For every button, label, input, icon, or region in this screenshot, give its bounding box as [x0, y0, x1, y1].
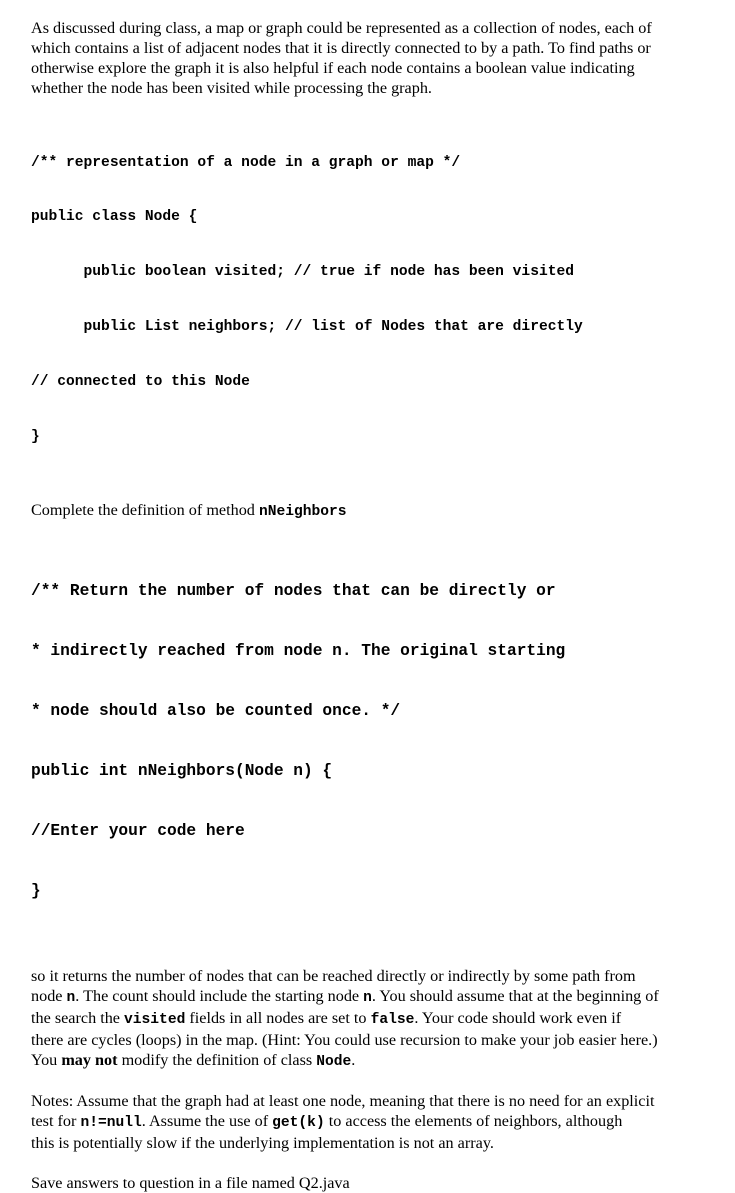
inline-code-n: n	[363, 989, 372, 1006]
method-code-block	[31, 541, 721, 941]
paragraph-line: You may not modify the definition of class Node.	[31, 1050, 356, 1070]
code-line: /** Return the number of nodes that can be directly or	[31, 581, 556, 600]
paragraph-line: so it returns the number of nodes that can be reached directly or indirectly by some path from	[31, 966, 636, 985]
paragraph-line: there are cycles (loops) in the map. (Hint: You could use recursion to make your job easier here.)	[31, 1030, 658, 1049]
method-name: nNeighbors	[258, 503, 347, 520]
code-line: public int nNeighbors(Node n) {	[31, 761, 333, 780]
instruction-text: Complete the definition of method	[31, 500, 259, 519]
intro-line: which contains a list of adjacent nodes that it is directly connected to by a path. To find paths or	[31, 39, 651, 57]
inline-code-null-check: n!=null	[80, 1114, 142, 1131]
notes-line: test for n!=null. Assume the use of get(k) to access the elements of neighbors, although	[31, 1111, 623, 1131]
inline-code-get: get(k)	[272, 1114, 325, 1131]
intro-paragraph	[31, 18, 721, 98]
inline-code-false: false	[370, 1011, 415, 1028]
code-line: }	[31, 429, 40, 446]
code-line: public boolean visited; // true if node has been visited	[31, 264, 574, 281]
code-line: * node should also be counted once. */	[31, 701, 401, 720]
notes-line: Notes: Assume that the graph had at least one node, meaning that there is no need for an explicit	[31, 1091, 655, 1110]
document-page	[31, 18, 721, 1193]
emphasis-may-not: may not	[61, 1050, 118, 1069]
node-class-code-block	[31, 117, 721, 483]
code-line: }	[31, 881, 41, 900]
instruction-line	[31, 500, 721, 522]
save-text: Save answers to question in a file named Q2.java	[31, 1173, 350, 1192]
requirements-paragraph	[31, 966, 721, 1072]
code-line: // connected to this Node	[31, 374, 250, 391]
code-line: public List neighbors; // list of Nodes that are directly	[31, 319, 583, 336]
inline-code-node: Node	[316, 1053, 352, 1070]
intro-line: otherwise explore the graph it is also helpful if each node contains a boolean value indicating	[31, 59, 635, 77]
save-instruction	[31, 1173, 721, 1193]
code-line: /** representation of a node in a graph or map */	[31, 154, 461, 171]
inline-code-n: n	[66, 989, 76, 1006]
code-line: public class Node {	[31, 209, 198, 226]
intro-line: whether the node has been visited while processing the graph.	[31, 79, 432, 97]
paragraph-line: node n. The count should include the starting node n. You should assume that at the beginning of	[31, 986, 659, 1006]
paragraph-line: the search the visited fields in all nodes are set to false. Your code should work even if	[31, 1008, 622, 1028]
code-line: * indirectly reached from node n. The original starting	[31, 641, 566, 660]
code-line: //Enter your code here	[31, 821, 245, 840]
intro-line: As discussed during class, a map or graph could be represented as a collection of nodes, each of	[31, 19, 652, 37]
notes-line: this is potentially slow if the underlying implementation is not an array.	[31, 1133, 494, 1152]
notes-paragraph	[31, 1091, 721, 1153]
inline-code-visited: visited	[124, 1011, 186, 1028]
